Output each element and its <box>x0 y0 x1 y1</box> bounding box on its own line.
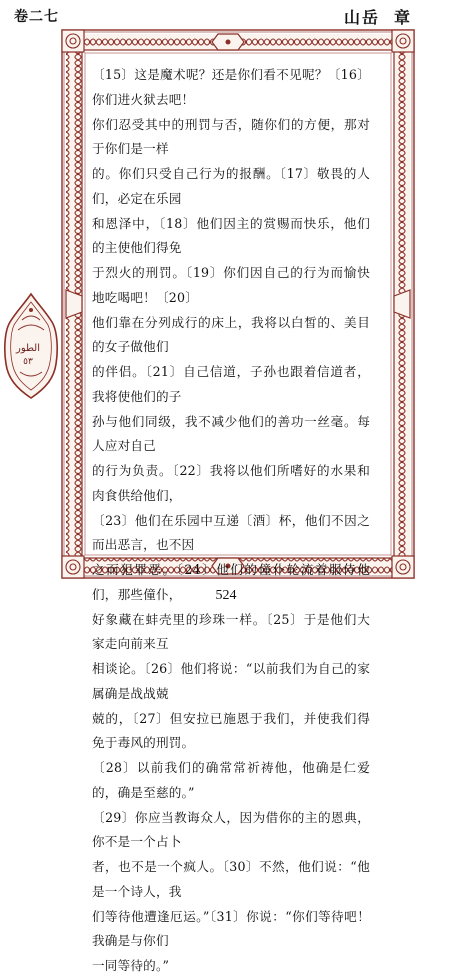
text-line: 兢的，〔27〕但安拉已施恩于我们，并使我们得免于毒风的刑罚。 <box>92 710 370 751</box>
sura-name-arabic: الطور <box>15 343 41 354</box>
scripture-text <box>92 63 370 979</box>
text-line: 孙与他们同级，我不减少他们的善功一丝毫。每人应对自己 <box>92 413 370 454</box>
text-line: 〔15〕这是魔术呢？还是你们看不见呢？〔16〕你们进火狱去吧！ <box>92 67 370 107</box>
text-line: 者，也不是一个疯人。〔30〕不然，他们说：“他是一个诗人，我 <box>92 859 370 899</box>
sura-number-arabic: ٥٣ <box>23 357 33 367</box>
text-line: 之而犯罪恶。〔24〕他们的僮仆轮流着服侍他们，那些僮仆， <box>92 562 370 602</box>
text-line: 的伴侣。〔21〕自己信道，子孙也跟着信道者，我将使他们的子 <box>92 364 370 404</box>
text-line: 一同等待的。” <box>92 958 170 973</box>
page-number: 524 <box>215 588 237 603</box>
text-line: 你们忍受其中的刑罚与否，随你们的方便，那对于你们是一样 <box>92 116 370 157</box>
text-line: 〔29〕你应当教诲众人，因为借你的主的恩典，你不是一个占卜 <box>92 809 370 850</box>
text-line: 和恩泽中，〔18〕他们因主的赏赐而快乐，他们的主使他们得免 <box>92 215 370 256</box>
text-line: 〔28〕以前我们的确常常祈祷他，他确是仁爱的，确是至慈的。” <box>92 760 370 800</box>
text-line: 的行为负责。〔22〕我将以他们所嗜好的水果和肉食供给他们， <box>92 463 370 503</box>
volume-label: 卷二七 <box>14 9 59 25</box>
text-line: 好象藏在蚌壳里的珍珠一样。〔25〕于是他们大家走向前来互 <box>92 611 370 652</box>
text-line: 相谈论。〔26〕他们将说：“以前我们为自己的家属确是战战兢 <box>92 661 370 701</box>
text-line: 〔23〕他们在乐园中互递〔酒〕杯，他们不因之而出恶言，也不因 <box>92 512 370 553</box>
text-line: 们等待他遭逢厄运。”〔31〕你说：“你们等待吧！我确是与你们 <box>92 908 370 949</box>
chapter-title-main: 山岳 <box>343 8 380 27</box>
text-line: 于烈火的刑罚。〔19〕你们因自己的行为而愉快地吃喝吧！〔20〕 <box>92 265 370 305</box>
text-line: 的。你们只受自己行为的报酬。〔17〕敬畏的人们，必定在乐园 <box>92 166 370 206</box>
chapter-title-suffix: 章 <box>393 8 412 27</box>
text-line: 他们靠在分列成行的床上，我将以白皙的、美目的女子做他们 <box>92 314 370 355</box>
